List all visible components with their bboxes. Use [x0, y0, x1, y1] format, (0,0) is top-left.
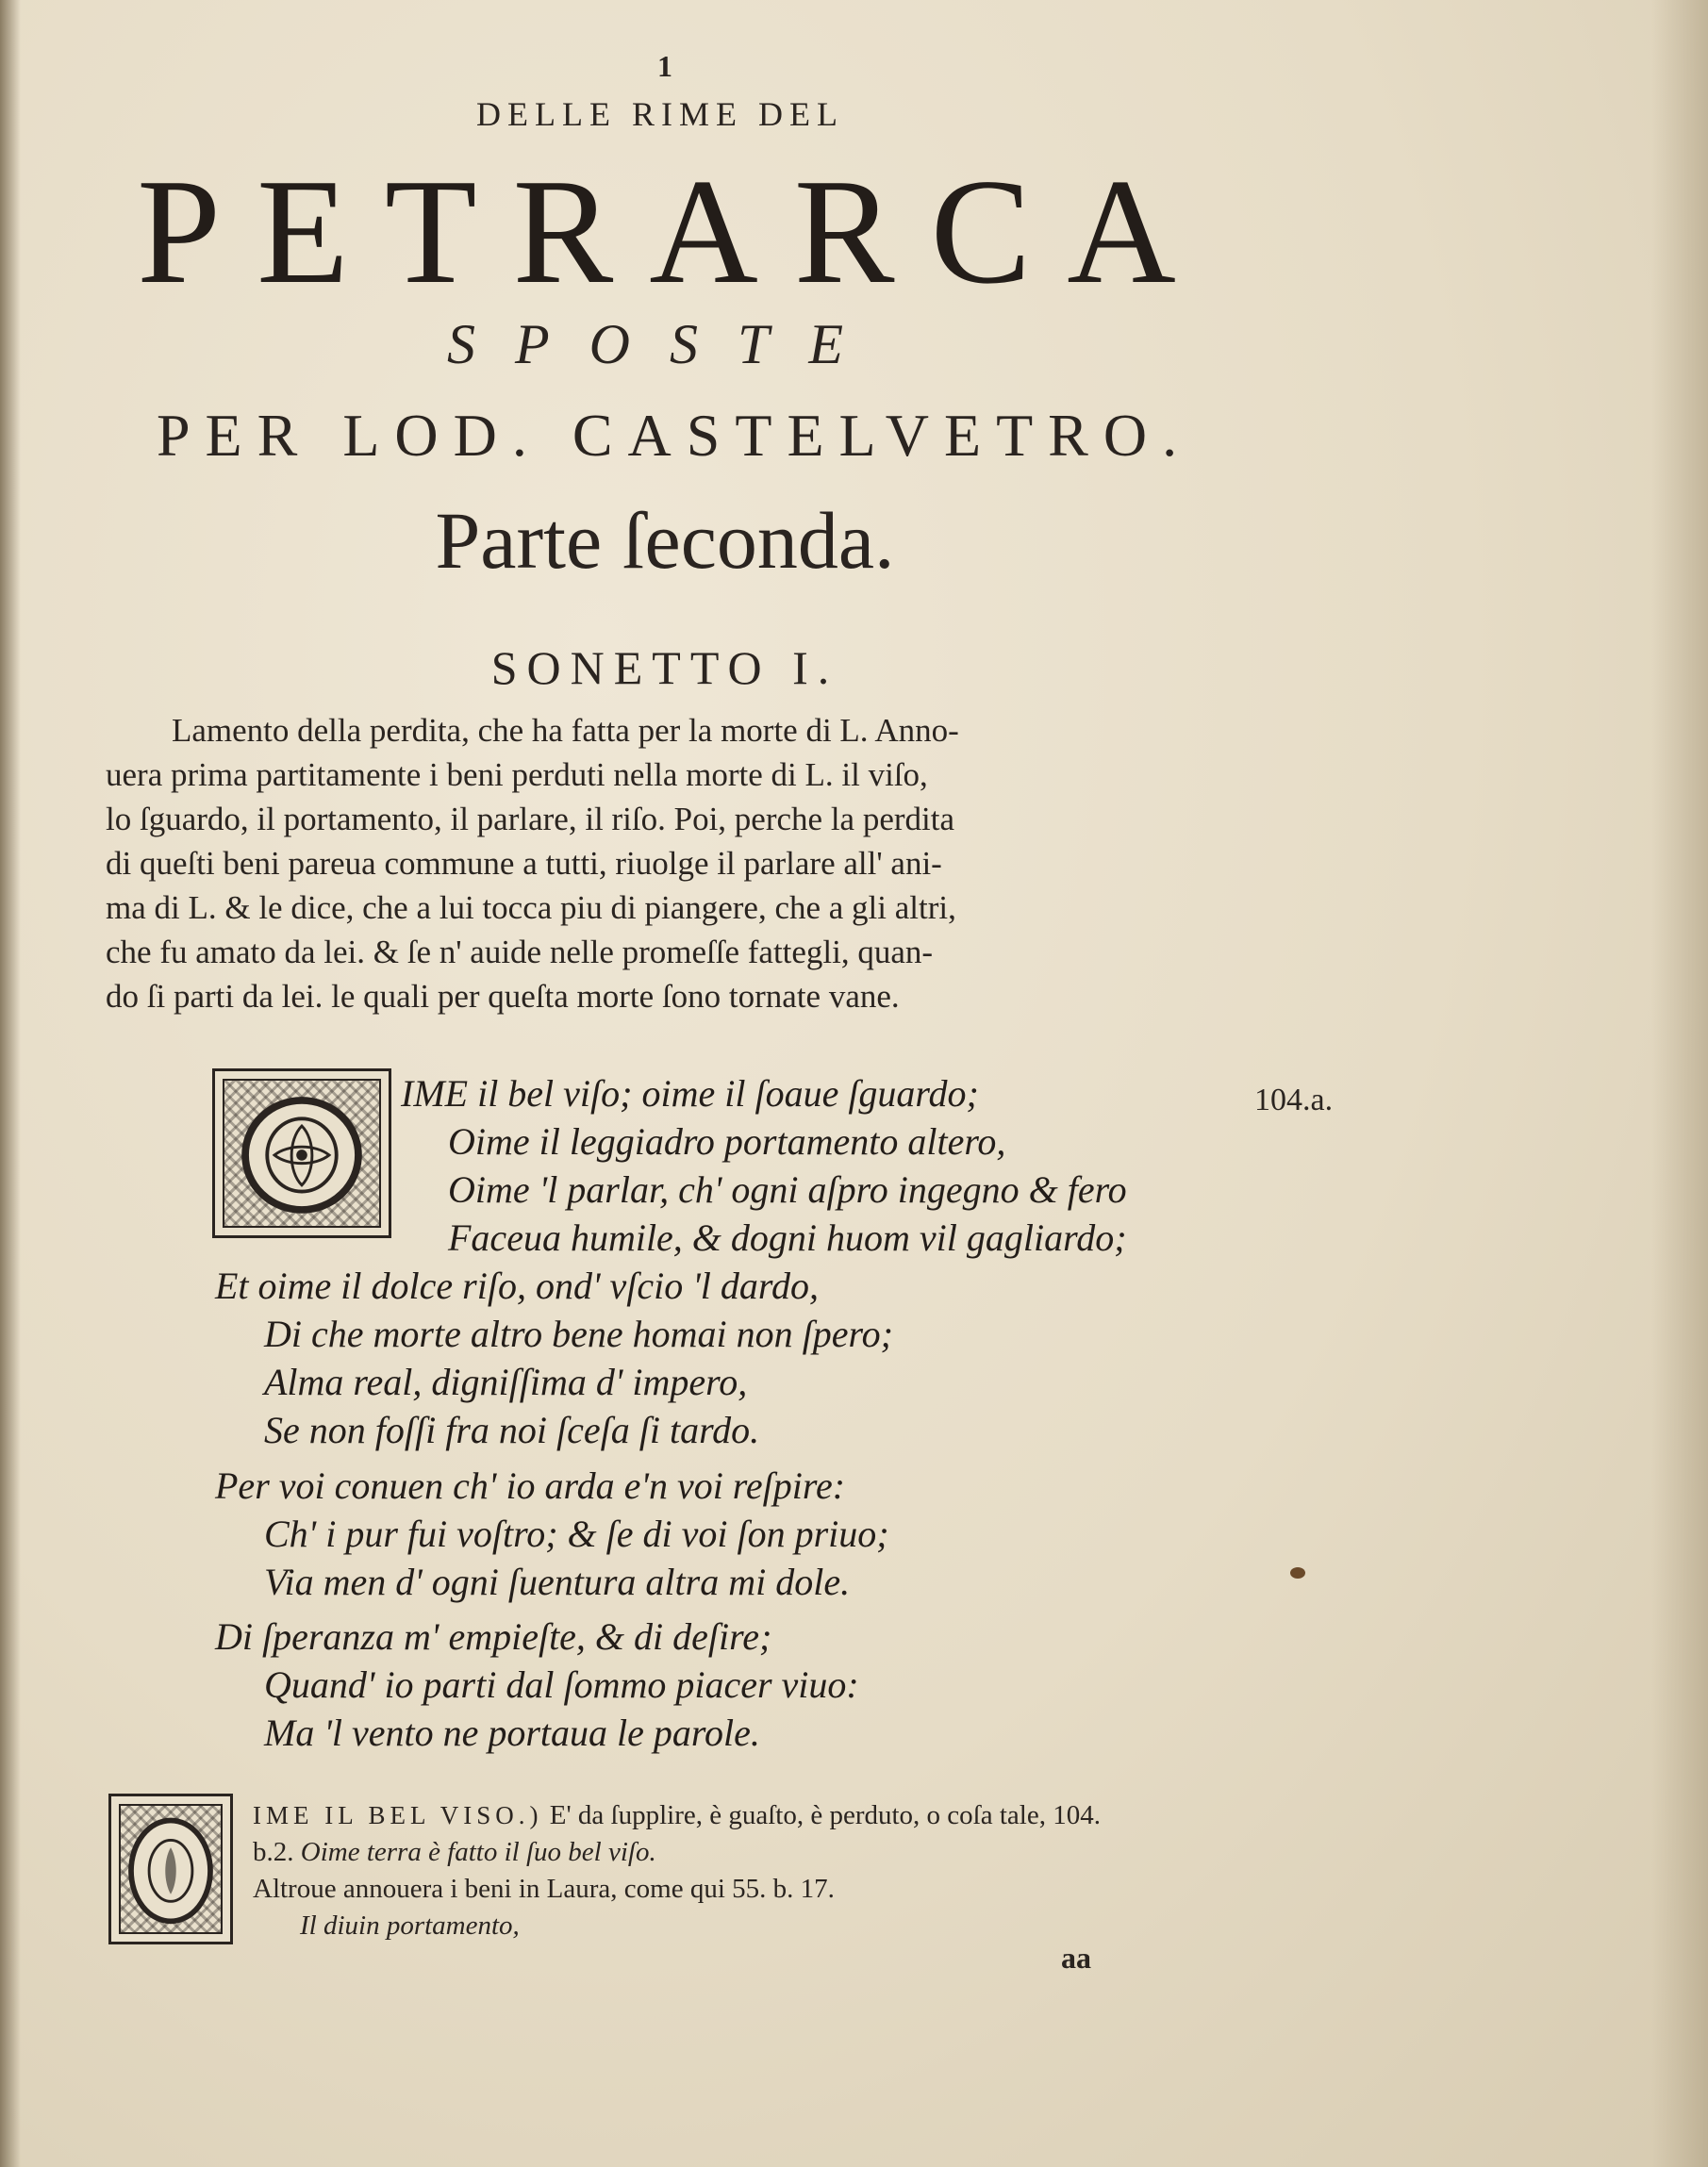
author-line: PER LOD. CASTELVETRO.: [156, 402, 1193, 469]
commentary-lemma: IME IL BEL VISO.): [253, 1801, 543, 1829]
verse-line: Di ſperanza m' empieſte, & di deſire;: [215, 1615, 772, 1658]
verse-line: Di che morte altro bene homai non ſpero;: [264, 1313, 893, 1355]
page-title: PETRARCA: [137, 147, 1212, 315]
verse-line: Quand' io parti dal ſommo piacer viuo:: [264, 1663, 859, 1706]
commentary-text: b.2.: [253, 1837, 301, 1867]
ink-stain: [1290, 1567, 1305, 1579]
verse-line: Via men d' ogni ſuentura altra mi dole.: [264, 1561, 851, 1603]
initial-ornament-icon: [215, 1071, 389, 1235]
running-head: DELLE RIME DEL: [476, 95, 844, 133]
argument-line: che fu amato da lei. & ſe n' auide nelle promeſſe fattegli, quan-: [106, 934, 934, 970]
folio-number: 1: [657, 49, 672, 83]
margin-reference: 104.a.: [1254, 1083, 1334, 1117]
commentary-quote: Oime terra è fatto il ſuo bel viſo.: [300, 1837, 656, 1867]
argument-line: do ſi parti da lei. le quali per queſta morte ſono tornate vane.: [106, 978, 900, 1015]
signature-mark: aa: [1061, 1941, 1091, 1975]
page-edge-shadow: [1651, 0, 1708, 2167]
part-heading: Parte ſeconda.: [435, 495, 895, 586]
argument-line: ma di L. & le dice, che a lui tocca piu di piangere, che a gli altri,: [106, 889, 956, 926]
verse-line: Faceua humile, & dogni huom vil gagliardo;: [448, 1216, 1127, 1259]
verse-line: Ch' i pur fui voſtro; & ſe di voi ſon priuo;: [264, 1513, 889, 1555]
verse-line: Oime 'l parlar, ch' ogni aſpro ingegno & fero: [448, 1168, 1127, 1211]
verse-line: IME il bel viſo; oime il ſoaue ſguardo;: [401, 1072, 979, 1115]
verse-line: Ma 'l vento ne portaua le parole.: [264, 1712, 760, 1754]
spine-shadow: [0, 0, 21, 2167]
verse-line: Per voi conuen ch' io arda e'n voi reſpire:: [215, 1464, 846, 1507]
argument-line: di queſti beni pareua commune a tutti, riuolge il parlare all' ani-: [106, 845, 942, 882]
argument-line: uera prima partitamente i beni perduti nella morte di L. il viſo,: [106, 756, 928, 793]
commentary-line: Altroue annouera i beni in Laura, come qui 55. b. 17.: [253, 1874, 835, 1904]
verse-line: Se non foſſi fra noi ſceſa ſi tardo.: [264, 1409, 760, 1451]
verse-line: Oime il leggiadro portamento altero,: [448, 1120, 1006, 1163]
commentary-line: [253, 1836, 656, 1868]
argument-line: lo ſguardo, il portamento, il parlare, il riſo. Poi, perche la perdita: [106, 801, 955, 837]
verse-line: Et oime il dolce riſo, ond' vſcio 'l dardo,: [215, 1265, 819, 1307]
commentary-ornament-icon: [111, 1796, 230, 1942]
subtitle: SPOSTE: [447, 313, 883, 375]
sonnet-heading: SONETTO I.: [490, 641, 839, 694]
verse-line: Alma real, digniſſima d' impero,: [264, 1361, 748, 1403]
commentary-initial: [108, 1794, 233, 1944]
commentary-quote: Il diuin portamento,: [300, 1911, 520, 1941]
commentary-text: E' da ſupplire, è guaſto, è perduto, o coſa tale, 104.: [542, 1800, 1101, 1830]
commentary-line: [253, 1799, 1101, 1831]
argument-line: Lamento della perdita, che ha fatta per la morte di L. Anno-: [172, 712, 959, 749]
decorated-initial: [212, 1068, 391, 1238]
commentary-line: [300, 1910, 520, 1942]
